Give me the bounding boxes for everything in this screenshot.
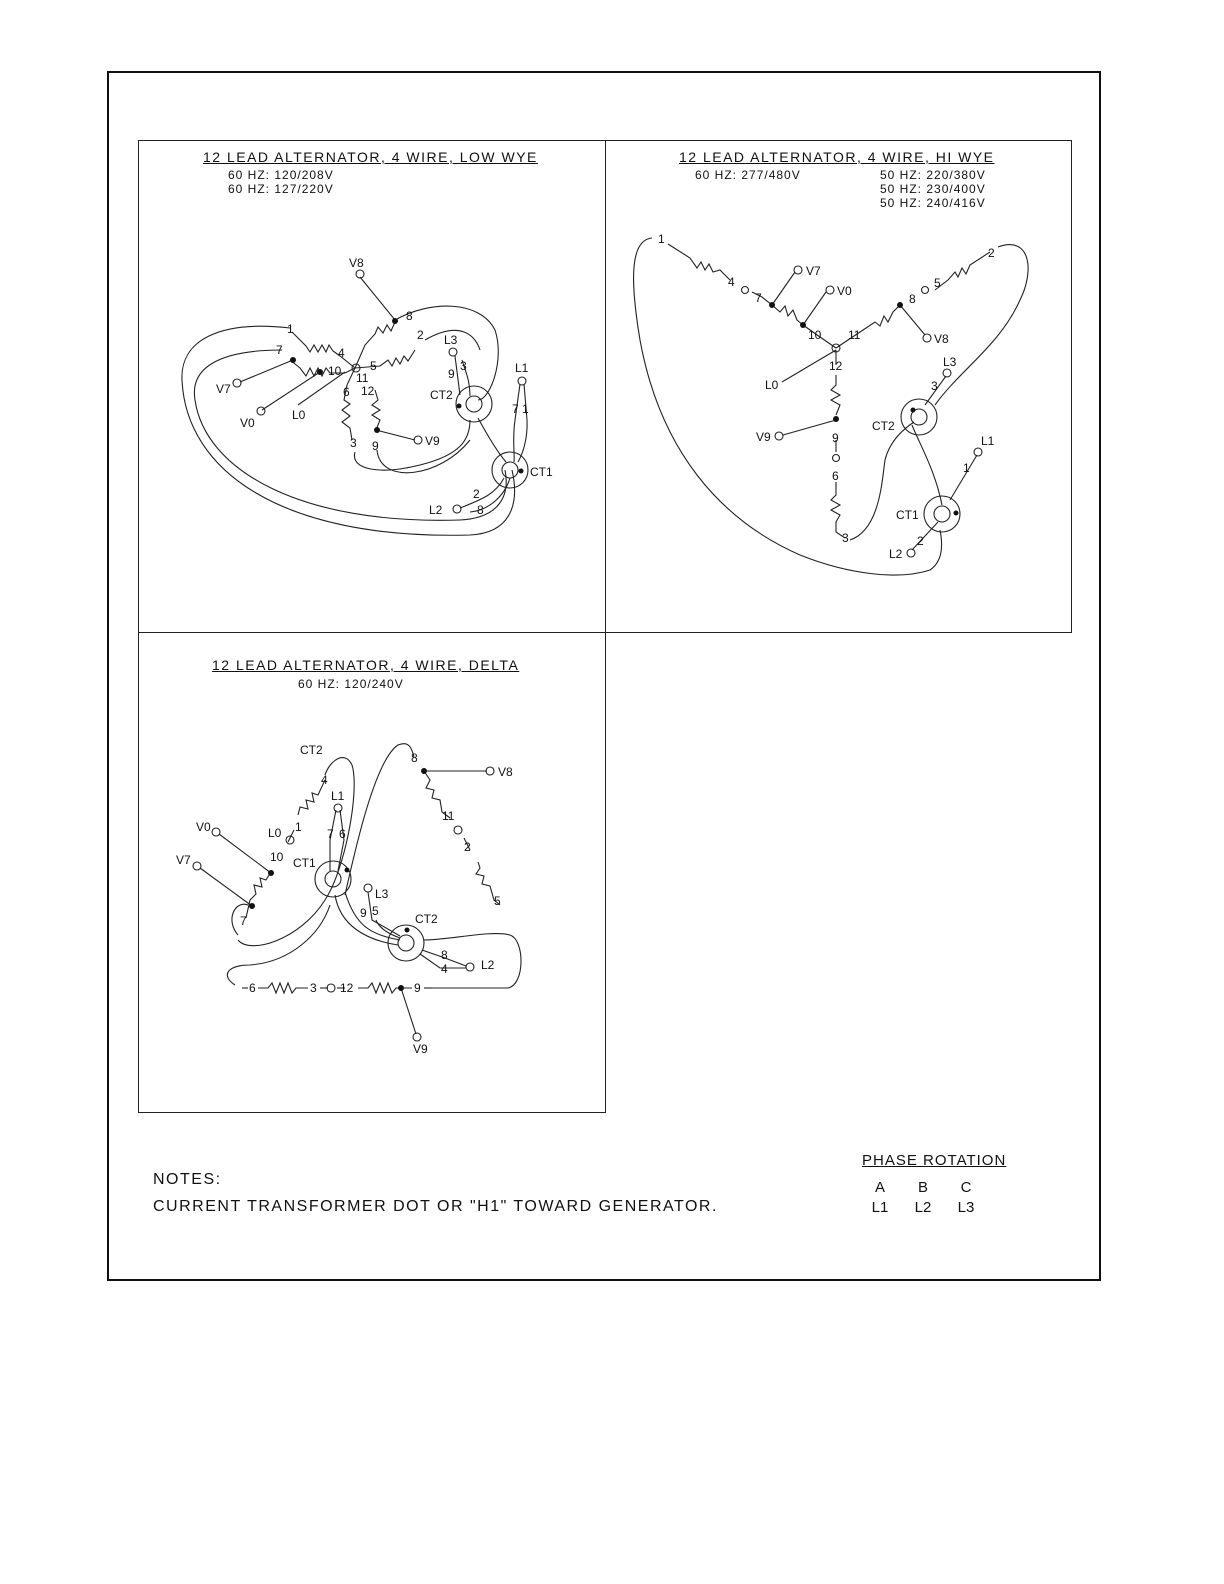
lead-number: 11 xyxy=(356,371,369,385)
l1-terminal xyxy=(334,804,342,812)
lead-number: 7 xyxy=(240,914,247,928)
label-v0: V0 xyxy=(196,820,211,834)
lead-number: 9 xyxy=(448,367,455,381)
label-l1: L1 xyxy=(981,434,995,448)
label-ct1: CT1 xyxy=(530,465,553,479)
label-ct1: CT1 xyxy=(293,856,316,870)
phase-a-letter: A xyxy=(874,1179,885,1196)
lead-number: 12 xyxy=(829,359,843,373)
v8-terminal xyxy=(486,767,494,775)
lead-number: 3 xyxy=(310,981,317,995)
phase-c xyxy=(946,1178,986,1218)
delta-winding xyxy=(246,870,272,918)
phase-rotation-title: PHASE ROTATION xyxy=(862,1152,1007,1169)
lead-number: 3 xyxy=(350,436,357,450)
label-v0: V0 xyxy=(240,416,255,430)
lead-number: 9 xyxy=(360,906,367,920)
label-v7: V7 xyxy=(216,382,231,396)
label-ct2: CT2 xyxy=(300,743,323,757)
delta-ct2-dot xyxy=(405,928,410,933)
label-v7: V7 xyxy=(176,853,191,867)
delta-wire xyxy=(345,744,414,895)
delta-spec: 60 HZ: 120/240V xyxy=(298,677,404,691)
v7-terminal xyxy=(193,862,201,870)
lead-number: 2 xyxy=(988,246,995,260)
notes-line-1: CURRENT TRANSFORMER DOT OR "H1" TOWARD GENERATOR. xyxy=(153,1198,718,1215)
hi-wye-spec-50hz-2: 50 HZ: 230/400V xyxy=(880,182,986,196)
lead-number: 6 xyxy=(249,981,256,995)
lead-number: 12 xyxy=(361,384,375,398)
hi-wye-spec-60hz: 60 HZ: 277/480V xyxy=(695,168,801,182)
low-wye-spec-1: 60 HZ: 120/208V xyxy=(228,168,334,182)
lead-number: 4 xyxy=(441,962,448,976)
lead-number: 4 xyxy=(321,773,328,787)
lead-number: 11 xyxy=(442,809,455,823)
label-l2: L2 xyxy=(429,503,443,517)
label-ct1: CT1 xyxy=(896,508,919,522)
phase-b-letter: B xyxy=(917,1179,928,1196)
lead-number: 6 xyxy=(343,385,350,399)
label-v9: V9 xyxy=(413,1042,428,1056)
label-v9: V9 xyxy=(425,434,440,448)
lead-number: 9 xyxy=(414,981,421,995)
lead-number: 3 xyxy=(931,379,938,393)
v9-terminal xyxy=(413,1033,421,1041)
lead-number: 1 xyxy=(658,232,665,246)
delta-junction-dot xyxy=(398,985,404,991)
low-wye-title: 12 LEAD ALTERNATOR, 4 WIRE, LOW WYE xyxy=(203,149,538,165)
lead-number: 1 xyxy=(295,820,302,834)
hi-wye-title: 12 LEAD ALTERNATOR, 4 WIRE, HI WYE xyxy=(679,149,995,165)
label-v0: V0 xyxy=(837,284,852,298)
delta-junction-dot xyxy=(249,903,255,909)
lead-number: 5 xyxy=(494,894,501,908)
lead-number: 8 xyxy=(909,292,916,306)
label-ct2: CT2 xyxy=(415,912,438,926)
lead-number: 7 xyxy=(327,827,334,841)
lead-number: 3 xyxy=(460,359,467,373)
delta-wire xyxy=(424,934,521,988)
lead-number: 1 xyxy=(522,402,529,416)
label-v7: V7 xyxy=(806,264,821,278)
delta-junction-dot xyxy=(421,768,427,774)
lead-number: 1 xyxy=(963,461,970,475)
delta-junction-dot xyxy=(268,870,274,876)
label-l1: L1 xyxy=(331,789,345,803)
phase-b-lead: L2 xyxy=(914,1199,932,1216)
lead-number: 6 xyxy=(339,827,346,841)
delta-ct1-dot xyxy=(345,868,350,873)
lead-number: 2 xyxy=(473,487,480,501)
lead-number: 5 xyxy=(372,904,379,918)
l3-terminal xyxy=(364,884,372,892)
lead-number: 11 xyxy=(848,328,861,342)
lead-number: 8 xyxy=(411,751,418,765)
phase-b xyxy=(903,1178,943,1218)
label-l0: L0 xyxy=(765,378,779,392)
delta-ct1-outer xyxy=(315,861,351,897)
lead-number: 2 xyxy=(464,840,471,854)
lead-number: 4 xyxy=(728,275,735,289)
lead-number: 9 xyxy=(832,431,839,445)
lead-number: 7 xyxy=(276,343,283,357)
label-ct2: CT2 xyxy=(872,419,895,433)
lead-number: 10 xyxy=(808,328,822,342)
lead-number: 5 xyxy=(370,359,377,373)
label-v8: V8 xyxy=(934,332,949,346)
lead-number: 8 xyxy=(441,948,448,962)
label-v8: V8 xyxy=(498,765,513,779)
label-v9: V9 xyxy=(756,430,771,444)
lead-number: 1 xyxy=(287,322,294,336)
lead-number: 4 xyxy=(338,346,345,360)
lead-number: 8 xyxy=(477,503,484,517)
lead-number: 7 xyxy=(512,402,519,416)
lead-number: 12 xyxy=(340,981,354,995)
label-l3: L3 xyxy=(943,355,957,369)
hi-wye-spec-50hz-1: 50 HZ: 220/380V xyxy=(880,168,986,182)
label-l2: L2 xyxy=(481,958,495,972)
lead-number: 6 xyxy=(832,469,839,483)
label-l0: L0 xyxy=(268,826,282,840)
delta-wire xyxy=(238,758,354,946)
phase-c-letter: C xyxy=(960,1179,972,1196)
delta-wire xyxy=(219,834,271,873)
l2-terminal xyxy=(466,963,474,971)
lead-number: 5 xyxy=(934,276,941,290)
delta-wire xyxy=(200,868,252,906)
label-v8: V8 xyxy=(349,256,364,270)
lead-number: 2 xyxy=(417,328,424,342)
notes-heading: NOTES: xyxy=(153,1171,222,1188)
label-l3: L3 xyxy=(444,333,458,347)
label-l1: L1 xyxy=(515,361,529,375)
low-wye-spec-2: 60 HZ: 127/220V xyxy=(228,182,334,196)
label-ct2: CT2 xyxy=(430,388,453,402)
label-l0: L0 xyxy=(292,408,306,422)
lead-number: 10 xyxy=(328,364,342,378)
delta-link xyxy=(454,826,462,834)
hi-wye-spec-50hz-3: 50 HZ: 240/416V xyxy=(880,196,986,210)
label-l2: L2 xyxy=(889,547,903,561)
lead-number: 2 xyxy=(917,534,924,548)
phase-c-lead: L3 xyxy=(957,1199,975,1216)
v0-terminal xyxy=(212,828,220,836)
phase-a xyxy=(860,1178,900,1218)
lead-number: 8 xyxy=(406,309,413,323)
lead-number: 7 xyxy=(755,291,762,305)
delta-title: 12 LEAD ALTERNATOR, 4 WIRE, DELTA xyxy=(212,657,520,673)
delta-winding xyxy=(258,983,308,993)
phase-a-lead: L1 xyxy=(871,1199,889,1216)
lead-number: 10 xyxy=(270,850,284,864)
delta-link xyxy=(327,984,335,992)
lead-number: 3 xyxy=(842,531,849,545)
lead-number: 9 xyxy=(372,439,379,453)
label-l3: L3 xyxy=(375,887,389,901)
delta-ct2-inner xyxy=(398,935,414,951)
